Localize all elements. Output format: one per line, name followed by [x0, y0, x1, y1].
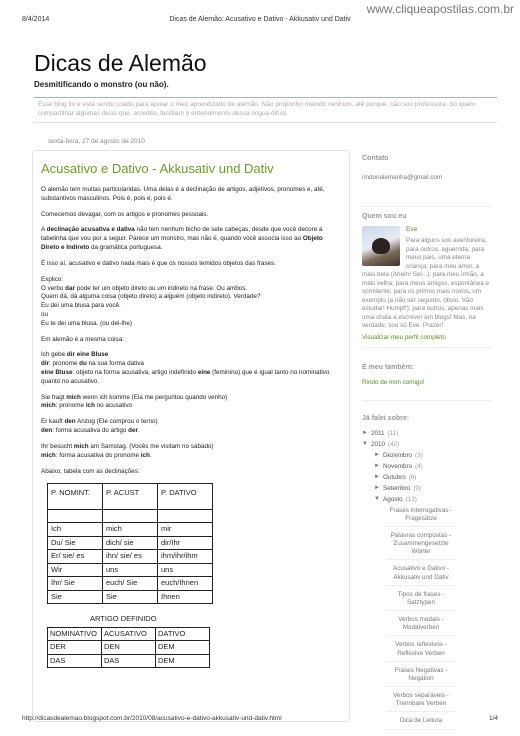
table-cell: uns [103, 563, 158, 577]
table-row [48, 523, 213, 537]
print-page-title: Dicas de Alemão: Acusativo e Dativo - Akkusativ und Dativ [169, 16, 351, 23]
table-cell: Wir [48, 563, 103, 577]
paragraph: É isso aí, acusativo e dativo nada mais é que os nossos temidos objetos das frases. [41, 259, 276, 267]
definite-article-table [47, 627, 210, 669]
archive-month[interactable]: ► Dezembro (3) [374, 451, 423, 459]
blog-subtitle: Desmitificando o monstro (ou não). [34, 80, 169, 89]
post-date: sexta-feira, 27 de agosto de 2010 [48, 138, 145, 145]
also-mine-section [362, 348, 492, 401]
table-row [48, 577, 213, 591]
profile-name[interactable]: Eve [406, 226, 418, 233]
pronoun-declension-table [47, 483, 213, 604]
table-cell: DEN [102, 641, 156, 655]
table-header-cell: ACUSATIVO [102, 627, 156, 641]
print-url: http://dicasdealemao.blogspot.com.br/2010/08/acusativo-e-dativo-akkusativ-und-dativ.html [22, 715, 282, 722]
archive-heading: Já falei sobre: [362, 414, 410, 422]
table-cell: DAS [48, 654, 102, 668]
table-row [48, 536, 213, 550]
table-cell: ihn/ sie/ es [103, 550, 158, 564]
archive-month[interactable]: ► Setembro (9) [374, 484, 422, 492]
watermark: www.cliqueapostilas.com.br [366, 2, 514, 16]
archive-month[interactable]: ▼ Agosto (13) [374, 495, 417, 503]
table-cell: mir [158, 523, 213, 537]
table-header-cell: P. DATIVO [158, 484, 213, 510]
paragraph: Em alemão é a mesma coisa: [41, 335, 124, 343]
expand-arrow-icon[interactable]: ► [362, 429, 368, 436]
table-header-cell: P. NOMINT. [48, 484, 103, 510]
table-cell [158, 510, 213, 523]
archive-count: (11) [387, 429, 399, 437]
paragraph: Explico: O verbo dar pode ter um objeto direto ou um indireto na frase. Ou ambos. Quem dá, dá alguma coisa (objeto direto) a alguém (objeto indireto). Verdade? Eu dei uma blusa para você. ou Eu te dei uma blusa. (ou dei-lhe) [41, 275, 261, 327]
archive-post-link[interactable]: Tipos de frases - Satztypen [386, 591, 456, 611]
table-cell: DEM [156, 654, 210, 668]
expand-arrow-icon[interactable]: ► [374, 473, 380, 480]
table-cell: DAS [102, 654, 156, 668]
table-caption: ARTIGO DEFINIDO [90, 614, 157, 624]
table-cell: euch/Ihnen [158, 577, 213, 591]
table-header-cell: DATIVO [156, 627, 210, 641]
paragraph: Ich gebe dir eine Bluse dir: pronome du na sua forma dativa eine Bluse: objeto na forma acusativa, artigo indefinido eine (feminino) que é igual tanto no nominativo quanto no acusativo. [41, 351, 330, 385]
print-page-number: 1/4 [488, 715, 498, 722]
archive-post-link[interactable]: Frases interrogativas - Fragesätze [386, 507, 456, 527]
archive-month[interactable]: ► Novembro (4) [374, 462, 423, 470]
paragraph: O alemão tem muitas particularidas. Uma delas é a declinação de artigos, adjetivos, pronomes e, até, substantivos masculinos. Pois é, pois é, pois é. [41, 186, 325, 202]
table-cell [48, 510, 103, 523]
table-row [48, 654, 210, 668]
paragraph: Er kauft den Anzug (Ele comprou o terno) den: forma acusativa do artigo der. [41, 418, 158, 435]
archive-post-link[interactable]: Palavras compostas - Zusammengesetzte Wörter [386, 532, 456, 561]
paragraph: Sie fragt mich wenn ich komme (Ela me perguntou quando venho) mich: pronome ich no acusativo [41, 393, 228, 410]
expand-arrow-icon[interactable]: ► [374, 451, 380, 458]
archive-month[interactable]: ► Outubro (6) [374, 473, 417, 481]
blog-title[interactable]: Dicas de Alemão [34, 50, 207, 76]
profile-link[interactable]: Visualizar meu perfil completo [362, 333, 446, 341]
collapse-arrow-icon[interactable]: ▼ [362, 440, 368, 447]
blog-description: Esse blog foi e está sendo criado para apoiar o meu aprendizado de alemão. Não proponho método nenhum, até porque, não sou professora. Só quero compartilhar algumas dicas que, acredito, facilitam o entendimento dessa língua difícil. [34, 97, 497, 123]
contact-heading: Contato [362, 155, 389, 162]
contact-section [362, 155, 492, 207]
table-cell: Ich [48, 523, 103, 537]
post-card [32, 150, 350, 722]
table-cell: uns [158, 563, 213, 577]
archive-year-label[interactable]: 2011 [371, 429, 385, 437]
table-header-row [48, 627, 210, 641]
table-header-row [48, 484, 213, 510]
contact-email: rindonalemanha@gmail.com [362, 174, 443, 181]
archive-post-link[interactable]: Frases Negativas - Negation [386, 667, 456, 687]
table-cell: dir/Ihr [158, 536, 213, 550]
table-row [48, 550, 213, 564]
also-mine-heading: É meu também: [362, 363, 415, 371]
archive-count: (42) [388, 440, 400, 448]
paragraph: A declinação acusativa e dativa não tem nenhum bicho de sete cabeças, desde que você decore a tabelinha que vou por a seguir. Parece um monstro, mas não é, quando você associa isso ao Objeto Direto e Indireto da gramática portuguesa. [41, 226, 323, 252]
post-title[interactable]: Acusativo e Dativo - Akkusativ und Dativ [41, 161, 274, 176]
table-row [48, 563, 213, 577]
table-cell: Ihnen [158, 590, 213, 604]
avatar[interactable] [362, 226, 400, 266]
table-cell: DER [48, 641, 102, 655]
archive-post-link[interactable]: Verbos reflexivos - Reflexive Verben [386, 641, 456, 661]
table-cell: Sie [48, 590, 103, 604]
table-cell: Er/ sie/ es [48, 550, 103, 564]
also-mine-link[interactable]: Rindo de mim comigo! [362, 378, 425, 386]
paragraph: Comecemos devagar, com os artigos e pronomes pessoais. [41, 210, 209, 218]
table-cell: ihm/ihr/ihm [158, 550, 213, 564]
table-cell: Du/ Sie [48, 536, 103, 550]
print-header [22, 16, 498, 23]
table-cell: Sie [103, 590, 158, 604]
table-cell: mich [103, 523, 158, 537]
table-row [48, 590, 213, 604]
about-heading: Quem sou eu [362, 213, 407, 220]
expand-arrow-icon[interactable]: ► [374, 484, 380, 491]
sidebar [362, 150, 492, 735]
table-cell: Ihr/ Sie [48, 577, 103, 591]
table-cell: euch/ Sie [103, 577, 158, 591]
archive-post-link[interactable]: Verbos separáveis - Trennbare Verben [386, 692, 456, 712]
table-cell: DEM [156, 641, 210, 655]
print-date: 8/4/2014 [22, 16, 50, 23]
archive-section [362, 401, 492, 730]
paragraph: Ihr besucht mich am Samstag. (Vocês me visitam no sábado) mich: forma acusativa do pronome ich. [41, 442, 214, 459]
table-cell: dich/ sie [103, 536, 158, 550]
post-body [41, 186, 341, 668]
table-header-cell: P. ACUST [103, 484, 158, 510]
table-row [48, 510, 213, 523]
archive-year-2011[interactable] [362, 430, 492, 437]
archive-post-link[interactable]: Verbos modais - Modalverben [386, 616, 456, 636]
archive-year-2010[interactable] [362, 441, 492, 448]
profile-bio: Para alguns sou aventureira, para outros, aguerrida; para meus pais, uma eterna criança; para meu amor, a mais bela (Ahem! Sei...); para meu irmão, a mais velha; para meus amigos, espontânea e sorridente; para os primos mais novos, um exemplo (a não ser seguido, óbvio. Vão estudar! Humpf!); para outros, apenas mais uma chata a escrever em blogs! Mas, na verdade, sou só Eve. Prazer! [362, 237, 490, 329]
table-cell [103, 510, 158, 523]
table-row [48, 641, 210, 655]
expand-arrow-icon[interactable]: ► [374, 462, 380, 469]
archive-post-link[interactable]: Dica de Leitura [386, 717, 456, 729]
archive-post-link[interactable]: Acusativo e Dativo - Akkusativ und Dativ [386, 565, 456, 585]
print-footer [22, 715, 498, 722]
paragraph: Abaixo, tabela com as declinações: [41, 467, 140, 475]
table-header-cell: NOMINATIVO [48, 627, 102, 641]
collapse-arrow-icon[interactable]: ▼ [374, 495, 380, 502]
archive-year-label[interactable]: 2010 [371, 440, 386, 448]
about-section [362, 207, 492, 348]
